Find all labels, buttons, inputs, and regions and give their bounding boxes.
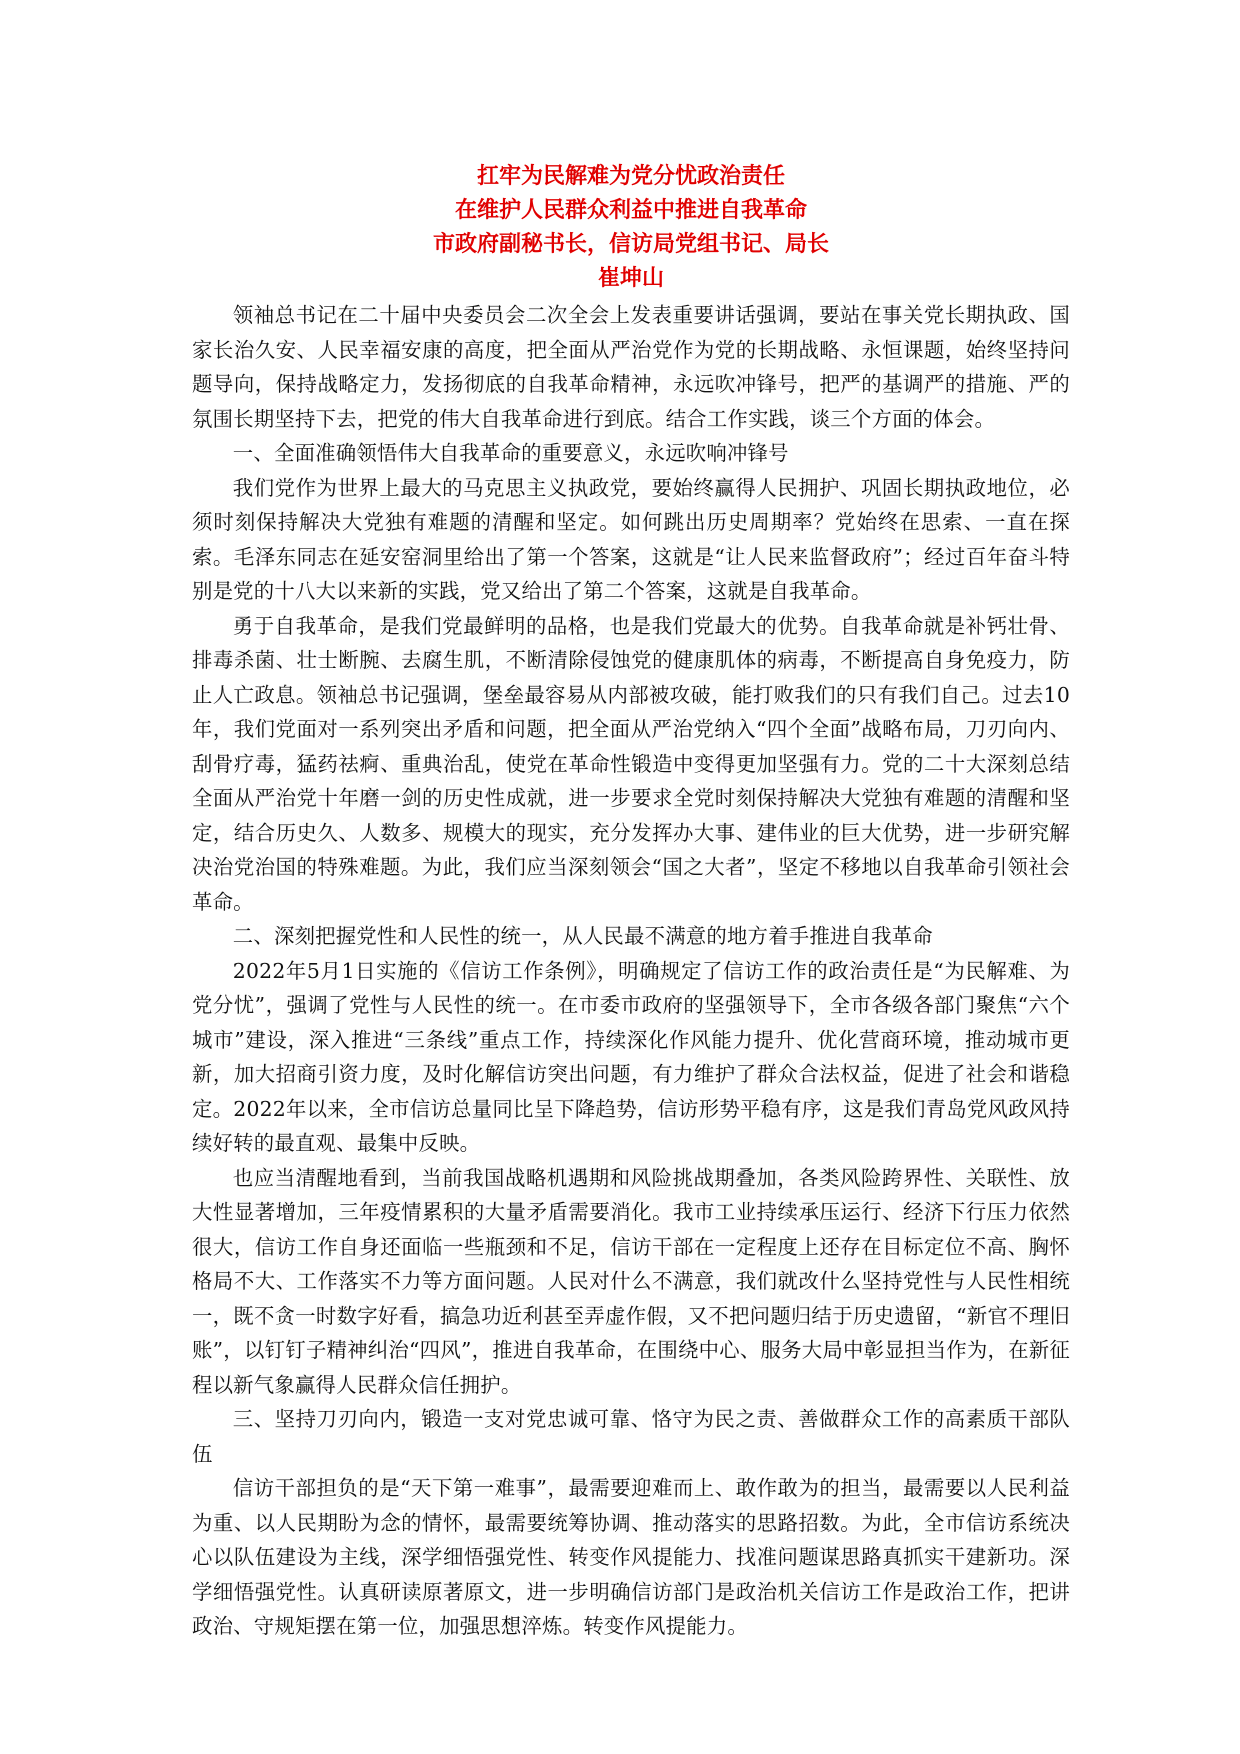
paragraph: 2022年5月1日实施的《信访工作条例》，明确规定了信访工作的政治责任是“为民解难、为党分忧”，强调了党性与人民性的统一。在市委市政府的坚强领导下，全市各级各部门聚焦“六个城市”建设，深入推进“三条线”重点工作，持续深化作风能力提升、优化营商环境，推动城市更新，加大招商引资力度，及时化解信访突出问题，有力维护了群众合法权益，促进了社会和谐稳定。2022年以来，全市信访总量同比呈下降趋势，信访形势平稳有序，这是我们青岛党风政风持续好转的最直观、最集中反映。 <box>192 958 1070 1155</box>
document-page <box>192 160 1070 1644</box>
paragraph-intro: 领袖总书记在二十届中央委员会二次全会上发表重要讲话强调，要站在事关党长期执政、国家长治久安、人民幸福安康的高度，把全面从严治党作为党的长期战略、永恒课题，始终坚持问题导向，保持战略定力，发扬彻底的自我革命精神，永远吹冲锋号，把严的基调严的措施、严的氛围长期坚持下去，把党的伟大自我革命进行到底。结合工作实践，谈三个方面的体会。 <box>192 303 1070 431</box>
title-line-1: 扛牢为民解难为党分忧政治责任 <box>476 164 785 189</box>
title-block <box>192 160 1070 296</box>
paragraph: 我们党作为世界上最大的马克思主义执政党，要始终赢得人民拥护、巩固长期执政地位，必须时刻保持解决大党独有难题的清醒和坚定。如何跳出历史周期率？党始终在思索、一直在探索。毛泽东同志在延安窑洞里给出了第一个答案，这就是“让人民来监督政府”；经过百年奋斗特别是党的十八大以来新的实践，党又给出了第二个答案，这就是自我革命。 <box>192 475 1070 603</box>
paragraph: 也应当清醒地看到，当前我国战略机遇期和风险挑战期叠加，各类风险跨界性、关联性、放大性显著增加，三年疫情累积的大量矛盾需要消化。我市工业持续承压运行、经济下行压力依然很大，信访工作自身还面临一些瓶颈和不足，信访干部在一定程度上还存在目标定位不高、胸怀格局不大、工作落实不力等方面问题。人民对什么不满意，我们就改什么坚持党性与人民性相统一，既不贪一时数字好看，搞急功近利甚至弄虚作假，又不把问题归结于历史遗留，“新官不理旧账”，以钉钉子精神纠治“四风”，推进自我革命，在围绕中心、服务大局中彰显担当作为，在新征程以新气象赢得人民群众信任拥护。 <box>192 1165 1070 1397</box>
author-name: 崔坤山 <box>597 266 664 291</box>
section-heading-2: 二、深刻把握党性和人民性的统一，从人民最不满意的地方着手推进自我革命 <box>232 924 933 948</box>
author-position: 市政府副秘书长，信访局党组书记、局长 <box>432 232 829 257</box>
section-heading-3: 三、坚持刀刃向内，锻造一支对党忠诚可靠、恪守为民之责、善做群众工作的高素质干部队伍 <box>192 1407 1070 1466</box>
paragraph: 信访干部担负的是“天下第一难事”，最需要迎难而上、敢作敢为的担当，最需要以人民利益为重、以人民期盼为念的情怀，最需要统筹协调、推动落实的思路招数。为此，全市信访系统决心以队伍建设为主线，深学细悟强党性、转变作风提能力、找准问题谋思路真抓实干建新功。深学细悟强党性。认真研读原著原文，进一步明确信访部门是政治机关信访工作是政治工作，把讲政治、守规矩摆在第一位，加强思想淬炼。转变作风提能力。 <box>192 1476 1070 1638</box>
section-heading-1: 一、全面准确领悟伟大自我革命的重要意义，永远吹响冲锋号 <box>232 441 789 465</box>
title-line-2: 在维护人民群众利益中推进自我革命 <box>454 198 807 223</box>
paragraph: 勇于自我革命，是我们党最鲜明的品格，也是我们党最大的优势。自我革命就是补钙壮骨、排毒杀菌、壮士断腕、去腐生肌，不断清除侵蚀党的健康肌体的病毒，不断提高自身免疫力，防止人亡政息。领袖总书记强调，堡垒最容易从内部被攻破，能打败我们的只有我们自己。过去10年，我们党面对一系列突出矛盾和问题，把全面从严治党纳入“四个全面”战略布局，刀刃向内、刮骨疗毒，猛药祛痾、重典治乱，使党在革命性锻造中变得更加坚强有力。党的二十大深刻总结全面从严治党十年磨一剑的历史性成就，进一步要求全党时刻保持解决大党独有难题的清醒和坚定，结合历史久、人数多、规模大的现实，充分发挥办大事、建伟业的巨大优势，进一步研究解决治党治国的特殊难题。为此，我们应当深刻领会“国之大者”，坚定不移地以自我革命引领社会革命。 <box>192 613 1070 914</box>
